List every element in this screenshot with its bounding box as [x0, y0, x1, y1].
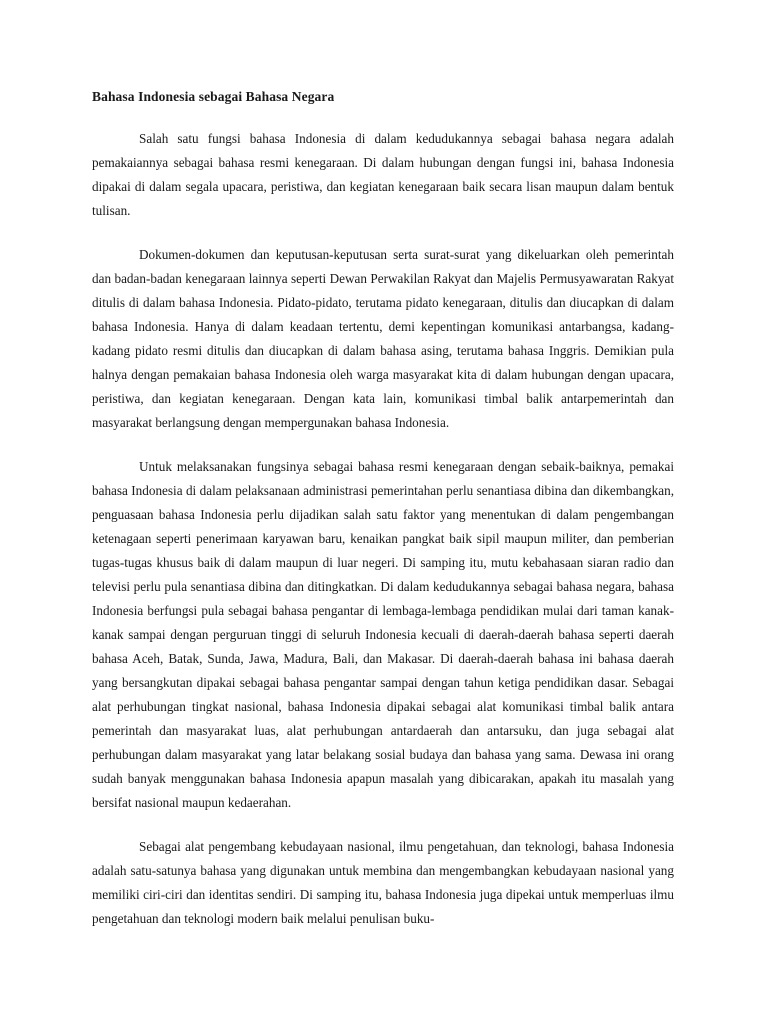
document-body — [92, 88, 674, 951]
paragraph-2: Dokumen-dokumen dan keputusan-keputusan serta surat-surat yang dikeluarkan oleh pemerintah dan badan-badan kenegaraan lainnya seperti Dewan Perwakilan Rakyat dan Majelis Permusyawaratan Rakyat ditulis di dalam bahasa Indonesia. Pidato-pidato, terutama pidato kenegaraan, ditulis dan diucapkan di dalam bahasa Indonesia. Hanya di dalam keadaan tertentu, demi kepentingan komunikasi antarbangsa, kadang-kadang pidato resmi ditulis dan diucapkan di dalam bahasa asing, terutama bahasa Inggris. Demikian pula halnya dengan pemakaian bahasa Indonesia oleh warga masyarakat kita di dalam hubungan dengan upacara, peristiwa, dan kegiatan kenegaraan. Dengan kata lain, komunikasi timbal balik antarpemerintah dan masyarakat berlangsung dengan mempergunakan bahasa Indonesia. — [92, 247, 674, 430]
paragraph-4: Sebagai alat pengembang kebudayaan nasional, ilmu pengetahuan, dan teknologi, bahasa Indonesia adalah satu-satunya bahasa yang digunakan untuk membina dan mengembangkan kebudayaan nasional yang memiliki ciri-ciri dan identitas sendiri. Di samping itu, bahasa Indonesia juga dipekai untuk memperluas ilmu pengetahuan dan teknologi modern baik melalui penulisan buku- — [92, 839, 674, 926]
paragraph-1: Salah satu fungsi bahasa Indonesia di dalam kedudukannya sebagai bahasa negara adalah pemakaiannya sebagai bahasa resmi kenegaraan. Di dalam hubungan dengan fungsi ini, bahasa Indonesia dipakai di dalam segala upacara, peristiwa, dan kegiatan kenegaraan baik secara lisan maupun dalam bentuk tulisan. — [92, 131, 674, 218]
paragraph-3: Untuk melaksanakan fungsinya sebagai bahasa resmi kenegaraan dengan sebaik-baiknya, pemakai bahasa Indonesia di dalam pelaksanaan administrasi pemerintahan perlu senantiasa dibina dan dikembangkan, penguasaan bahasa Indonesia perlu dijadikan salah satu faktor yang menentukan di dalam pengembangan ketenagaan seperti penerimaan karyawan baru, kenaikan pangkat baik sipil maupun militer, dan pemberian tugas-tugas khusus baik di dalam maupun di luar negeri. Di samping itu, mutu kebahasaan siaran radio dan televisi perlu pula senantiasa dibina dan ditingkatkan. Di dalam kedudukannya sebagai bahasa negara, bahasa Indonesia berfungsi pula sebagai bahasa pengantar di lembaga-lembaga pendidikan mulai dari taman kanak-kanak sampai dengan perguruan tinggi di seluruh Indonesia kecuali di daerah-daerah bahasa seperti daerah bahasa Aceh, Batak, Sunda, Jawa, Madura, Bali, dan Makasar. Di daerah-daerah bahasa ini bahasa daerah yang bersangkutan dipakai sebagai bahasa pengantar sampai dengan tahun ketiga pendidikan dasar. Sebagai alat perhubungan tingkat nasional, bahasa Indonesia dipakai sebagai alat komunikasi timbal balik antara pemerintah dan masyarakat luas, alat perhubungan antardaerah dan antarsuku, dan juga sebagai alat perhubungan dalam masyarakat yang latar belakang sosial budaya dan bahasa yang sama. Dewasa ini orang sudah banyak menggunakan bahasa Indonesia apapun masalah yang dibicarakan, apakah itu masalah yang bersifat nasional maupun kedaerahan. — [92, 459, 674, 810]
document-title: Bahasa Indonesia sebagai Bahasa Negara — [92, 89, 335, 104]
